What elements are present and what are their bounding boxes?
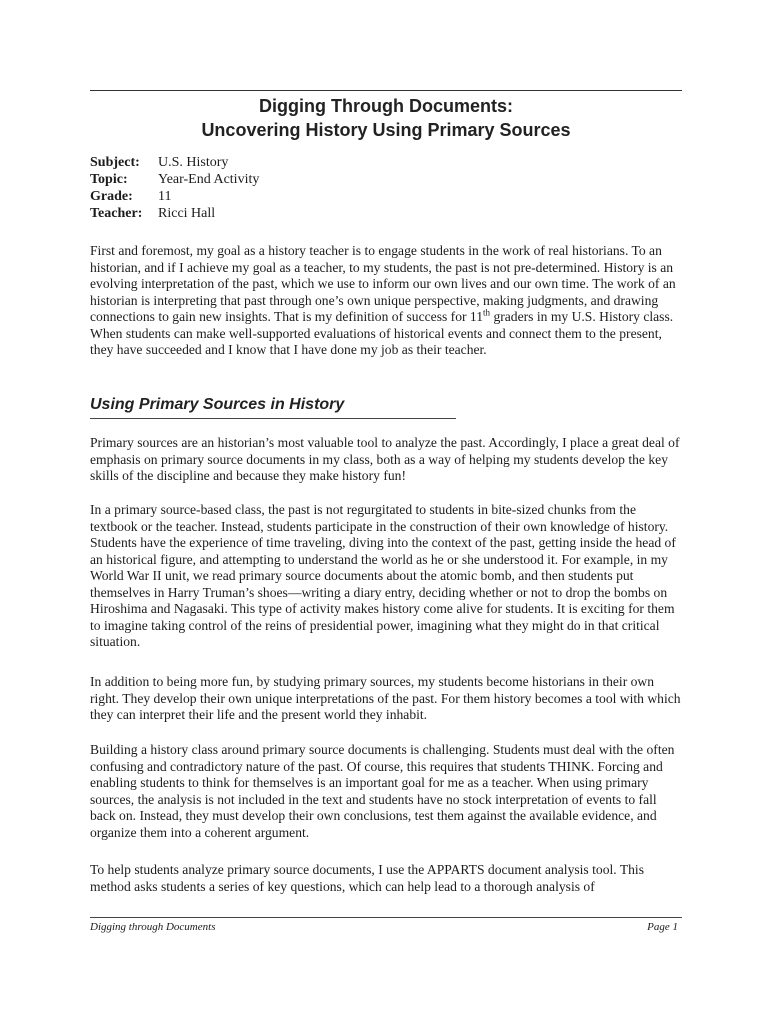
footer-document-name: Digging through Documents	[90, 921, 216, 933]
paragraph: Building a history class around primary source documents is challenging. Students must deal with the often confusing and contradictory nature of the past. Of course, this requires that students THINK. Forcing and enabling students to think for themselves is an important goal for me as a teacher. When using primary sources, the analysis is not included in the text and students have no stock interpretation of events to fall back on. Instead, they must develop their own conclusions, test them against the available evidence, and organize them into a coherent argument.	[90, 742, 675, 840]
meta-row-topic	[90, 172, 259, 189]
intro-text-a: First and foremost, my goal as a history teacher is to engage students in the work of real historians. To an historian, and if I achieve my goal as a teacher, to my students, the past is not pre-determined. History is an evolving interpretation of the past, which we use to inform our own lives and our own time. The work of an historian is interpreting that past through one’s own unique perspective, making judgments, and drawing connections to gain new insights. That is my definition of success for 11	[90, 243, 676, 324]
title-line-2: Uncovering History Using Primary Sources	[201, 120, 571, 140]
page-number: Page 1	[647, 921, 678, 933]
meta-value: Ricci Hall	[158, 206, 216, 221]
meta-value: 11	[158, 189, 172, 204]
meta-row-teacher	[90, 206, 259, 223]
meta-row-grade	[90, 189, 259, 206]
metadata-block	[90, 155, 259, 223]
intro-paragraph	[90, 243, 682, 359]
meta-label: Subject:	[90, 155, 140, 170]
paragraph: To help students analyze primary source documents, I use the APPARTS document analysis tool. This method asks students a series of key questions, which can help lead to a thorough analysis of	[90, 862, 644, 894]
paragraph: Primary sources are an historian’s most valuable tool to analyze the past. Accordingly, I place a great deal of emphasis on primary source documents in my class, both as a way of helping my students develop the key skills of the discipline and because they make history fun!	[90, 435, 680, 483]
meta-label: Grade:	[90, 189, 133, 204]
paragraph: In addition to being more fun, by studying primary sources, my students become historians in their own right. They develop their own unique interpretations of the past. For them history becomes a tool with which they can interpret their life and the present world they inhabit.	[90, 674, 681, 722]
footer-rule	[90, 917, 682, 918]
meta-row-subject	[90, 155, 259, 172]
section-rule	[90, 418, 456, 419]
ordinal-suffix: th	[483, 307, 491, 318]
meta-label: Topic:	[90, 172, 128, 187]
section-heading: Using Primary Sources in History	[90, 396, 345, 413]
top-rule	[90, 90, 682, 91]
paragraph: In a primary source-based class, the past is not regurgitated to students in bite-sized chunks from the textbook or the teacher. Instead, students participate in the construction of their own knowledge of history. Students have the experience of time traveling, diving into the context of the past, getting inside the head of an historical figure, and attempting to understand the world as he or she understood it. For example, in my World War II unit, we read primary source documents about the atomic bomb, and then students put themselves in Harry Truman’s shoes—writing a diary entry, deciding whether or not to drop the bombs on Hiroshima and Nagasaki. This type of activity makes history come alive for students. It is exciting for them to imagine taking control of the reins of presidential power, imagining what they might do in that critical situation.	[90, 502, 676, 649]
document-title	[90, 94, 682, 142]
meta-value: U.S. History	[158, 155, 229, 170]
meta-label: Teacher:	[90, 206, 143, 221]
intro-text-b: graders in my U.S. History class. When students can make well-supported evaluations of historical events and connect them to the present, they have succeeded and I know that I have done my job as their teacher.	[90, 309, 674, 357]
meta-value: Year-End Activity	[158, 172, 260, 187]
title-line-1: Digging Through Documents:	[259, 96, 513, 116]
